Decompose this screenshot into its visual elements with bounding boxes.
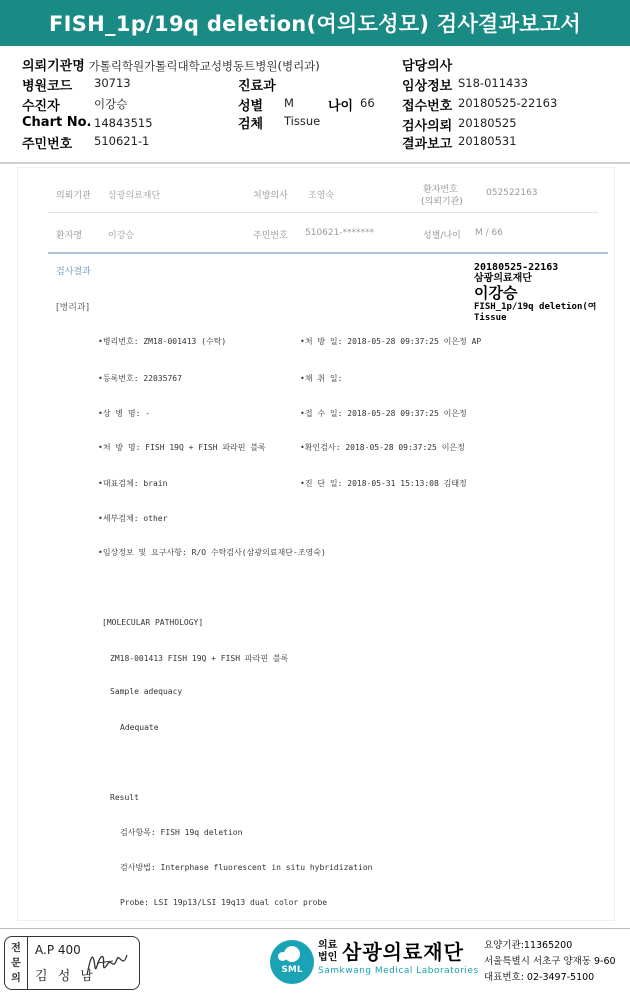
field-order-date: •처 방 일: 2018-05-28 09:37:25 이은정 AP [300,337,482,346]
specialist-name: 김 성 남 [35,969,96,984]
field-diagnosis-date: •진 단 일: 2018-05-31 15:13:08 김태정 [300,479,467,488]
field-pathology-no: •병리번호: ZM18-001413 (수탁) [98,337,227,346]
scanned-report [18,168,614,920]
table-line [48,212,598,213]
header-row-department: 진료과 [238,79,276,94]
header-row-clinical-info: 임상정보 S18-011433 [402,76,528,94]
header-row-sex: 성별 M [238,96,294,114]
field-sub-specimen: •세부검체: other [98,514,168,523]
specimen-label-stamp: 20180525-22163 삼광의료재단 이강승 FISH_1p/19q deletion(여 Tissue [474,262,597,323]
field-collection-date: •채 취 일: [300,374,343,383]
field-main-specimen: •대표검체: brain [98,479,168,488]
field-diagnosis-name: •상 병 명: - [98,409,151,418]
body-order-line: ZM18-001413 FISH 19Q + FISH 파라핀 블록 [110,654,289,663]
row1-value-institution: 삼광의료재단 [108,191,161,201]
row2-value-sex-age: M / 66 [475,228,503,238]
header-row-receipt-no: 접수번호 20180525-22163 [402,96,558,114]
row1-value-doctor: 조영숙 [308,191,335,201]
body-molecular-heading: [MOLECULAR PATHOLOGY] [102,618,204,627]
report-title: FISH_1p/19q deletion(여의도성모) 검사결과보고서 [0,0,630,46]
row1-label-patient-no: 환자번호 [423,185,458,195]
body-test-method: 검사방법: Interphase fluorescent in situ hybridization [120,863,373,872]
specialist-label: 전문의 [11,943,21,984]
field-clinical-info: •임상정보 및 요구사항: R/O 수탁검사(삼광의료재단-조영숙) [98,548,326,557]
header-row-resident-no: 주민번호 510621-1 [22,134,150,152]
logo-corp-label: 의료 법인 [318,940,338,963]
section-divider [48,252,608,254]
field-order-name: •처 방 명: FISH 19Q + FISH 파라핀 블록 [98,443,266,452]
row2-value-name: 이강승 [108,231,135,241]
field-confirm-date: •확인검사: 2018-05-28 09:37:25 이은정 [300,443,465,452]
header-row-patient: 수진자 이강승 [22,97,128,114]
row1-label-institution: 의뢰기관 [56,191,91,201]
row2-label-sex-age: 성별/나이 [423,231,461,241]
row1-label-doctor: 처방의사 [253,191,288,201]
row2-label-resident-no: 주민번호 [253,231,288,241]
signature-box-divider [27,937,28,989]
header-divider [0,162,630,164]
institution-contact-info: 요양기관:11365200 서울특별시 서초구 양재동 9-60 대표번호: 02-3497-5100 [484,940,616,983]
field-registration-no: •등록번호: 22035767 [98,374,182,383]
header-row-institution: 의뢰기관명 가톨릭학원가톨릭대학교성병동트병원(병리과) [22,59,320,74]
footer-divider [0,928,630,929]
row1-value-patient-no: 052522163 [486,188,538,198]
specialist-license: A.P 400 [35,943,81,957]
header-row-doctor: 담당의사 [402,59,453,74]
header-row-result-report: 결과보고 20180531 [402,134,517,152]
row2-label-name: 환자명 [56,231,83,241]
sml-logo-icon: SML [270,940,314,984]
row1-label-patient-no-sub: (의뢰기관) [421,197,463,207]
header-row-age: 나이 66 [328,96,375,114]
header-row-chart-no: Chart No. 14843515 [22,115,153,130]
field-receipt-date: •접 수 일: 2018-05-28 09:37:25 이은정 [300,409,467,418]
row2-value-resident-no: 510621-******* [305,228,375,238]
body-probe: Probe: LSI 19p13/LSI 19q13 dual color probe [120,898,328,907]
samkwang-logo-block [270,936,630,992]
body-result-heading: Result [110,793,139,802]
handwritten-signature [83,945,133,981]
body-test-item: 검사항목: FISH 19q deletion [120,828,243,837]
logo-name: 삼광의료재단 [342,940,464,964]
section-pathology-label: [병리과] [56,303,90,313]
specialist-signature-box [4,936,140,990]
section-results-label: 검사결과 [56,267,91,277]
header-row-hospital-code: 병원코드 30713 [22,76,131,94]
header-row-specimen: 검체 Tissue [238,114,321,132]
body-adequate: Adequate [120,723,159,732]
body-sample-adequacy: Sample adequacy [110,687,183,696]
header-row-test-request: 검사의뢰 20180525 [402,116,517,134]
logo-english-name: Samkwang Medical Laboratories [318,966,479,976]
